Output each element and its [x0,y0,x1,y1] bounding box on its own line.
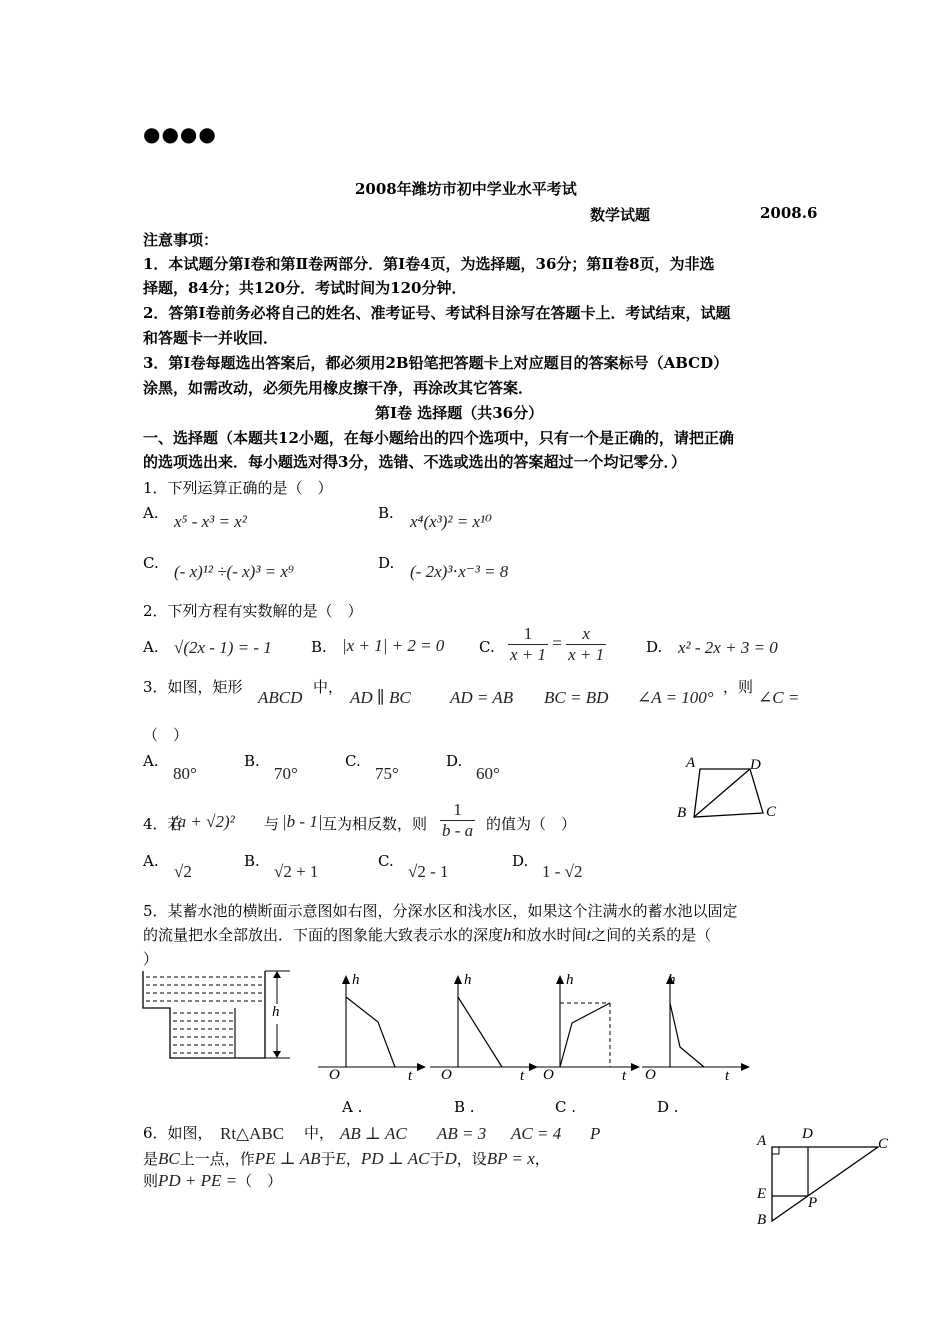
q1-option-c-label: C. [143,554,159,572]
q4-prefix: 4．若 [143,815,183,833]
q6-rt-triangle: Rt△ABC [220,1124,285,1143]
q2-option-b: |x + 1| + 2 = 0 [342,636,445,655]
q3-option-d-label: D. [446,752,463,770]
q6-she: ，设 [456,1150,487,1168]
q4-suffix: 的值为（ ） [486,815,577,833]
q4-option-b-label: B. [244,852,260,870]
q6-line-2a: 是 [143,1150,159,1168]
q3-option-c-label: C. [345,752,361,770]
q3-option-d: 60° [476,764,500,783]
q4-mid: 互为相反数，则 [322,815,428,833]
q1-option-b-label: B. [378,504,394,522]
q2-c-num2: x [566,624,606,645]
q2-c-den1: x + 1 [510,645,547,664]
q6-cond-1: AB ⊥ AC [340,1124,407,1143]
q5-graph-d-t: t [725,1068,730,1084]
q5-line-2c: 之间的关系的是（ [591,926,712,944]
exam-date: 2008.6 [760,204,818,222]
q2-option-d-label: D. [646,638,663,656]
q6-zhong: 中， [304,1124,335,1142]
q2-option-a-label: A. [143,638,159,656]
q6-e: E [335,1149,346,1168]
q5-graph-c [532,975,642,1080]
q5-graph-a [318,975,428,1080]
q4-option-d: 1 - √2 [542,862,583,881]
q6-fig-label-e: E [757,1186,767,1202]
q6-line-2b: 上一点，作 [179,1150,255,1168]
q6-p: P [590,1124,601,1143]
q6-paren: （ ） [237,1172,283,1190]
q6-prefix: 6．如图， [143,1124,213,1142]
logo-dots: ●●●● [143,122,217,146]
q2-stem: 2．下列方程有实数解的是（ ） [143,602,363,620]
q1-option-c: (- x)¹² ÷(- x)³ = x⁹ [174,562,294,581]
notice-item-2: 2．答第Ⅰ卷前务必将自己的姓名、准考证号、考试科目涂写在答题卡上．考试结束，试题 [143,304,731,322]
notice-item-3-cont: 涂黑，如需改动，必须先用橡皮擦干净，再涂改其它答案． [143,379,534,397]
q3-option-a-label: A. [143,752,159,770]
q4-expr-1: (a + √2)² [172,812,235,831]
q6-bp: BP = x [486,1149,535,1168]
q6-pd: PD ⊥ AC [360,1149,430,1168]
q5-line-3: ） [143,950,159,968]
q2-c-eq: = [552,633,562,653]
q5-pool-h-label: h [272,1004,280,1020]
section-intro: 一、选择题（本题共12小题，在每小题给出的四个选项中，只有一个是正确的，请把正确 [143,429,734,447]
q3-cond-1: AD ∥ BC [350,688,411,707]
q5-graph-d-o: O [645,1067,656,1083]
section-intro-cont: 的选项选出来．每小题选对得3分，选错、不选或选出的答案超过一个均记零分．） [143,453,686,471]
q6-yu-2: 于 [429,1150,445,1168]
q3-ask: ∠C = [758,688,800,707]
q1-option-b: x⁴(x³)² = x¹⁰ [410,512,492,531]
q6-yu-1: 于 [320,1150,336,1168]
q5-graph-a-o: O [329,1067,340,1083]
q3-then: ，则 [723,678,754,696]
q3-option-b: 70° [274,764,298,783]
q4-frac-num: 1 [440,800,475,821]
q2-option-a: √(2x - 1) = - 1 [174,638,272,657]
q5-caption-c: C . [555,1098,577,1116]
q5-caption-d: D . [657,1098,679,1116]
q1-option-d: (- 2x)³⋅x⁻³ = 8 [410,562,509,581]
q4-frac-den: b - a [442,821,474,840]
q3-zhong: 中， [313,678,344,696]
q3-option-a: 80° [173,764,197,783]
q4-fraction [440,800,475,841]
q1-option-a: x⁵ - x³ = x² [174,512,247,531]
q2-option-d: x² - 2x + 3 = 0 [678,638,778,657]
q6-bc: BC [158,1149,180,1168]
q3-cond-4: ∠A = 100° [637,688,714,707]
q6-fig-label-d: D [802,1126,813,1142]
notice-item-1: 1．本试题分第Ⅰ卷和第Ⅱ卷两部分．第Ⅰ卷4页，为选择题，36分；第Ⅱ卷8页，为非选 [143,255,715,273]
notice-item-2-cont: 和答题卡一并收回． [143,329,279,347]
q1-option-d-label: D. [378,554,395,572]
q5-graph-d-h: h [668,972,676,988]
subject-title: 数学试题 [590,206,651,224]
q3-abcd: ABCD [258,688,303,707]
q3-stem-prefix: 3．如图，矩形 [143,678,243,696]
q6-fig-label-b: B [757,1212,767,1228]
q6-triangle-figure [760,1135,890,1235]
q5-graph-b-h: h [464,972,472,988]
q3-cond-3: BC = BD [544,688,609,707]
q1-option-a-label: A. [143,504,159,522]
q5-graph-b-t: t [520,1068,525,1084]
q3-option-b-label: B. [244,752,260,770]
q5-graph-b-o: O [441,1067,452,1083]
q5-caption-a: A . [342,1098,363,1116]
q5-h: h [503,925,512,944]
q3-fig-label-d: D [750,757,761,773]
q5-line-2a: 的流量把水全部放出．下面的图象能大致表示水的深度 [143,926,504,944]
notice-heading: 注意事项： [143,231,219,249]
q3-fig-label-b: B [677,805,687,821]
q6-ze: 则 [143,1172,159,1190]
q5-graph-a-h: h [352,972,360,988]
q5-graph-c-o: O [543,1067,554,1083]
q6-d: D [444,1149,457,1168]
q5-t: t [586,925,592,944]
q5-line-1: 5．某蓄水池的横断面示意图如右图，分深水区和浅水区，如果这个注满水的蓄水池以固定 [143,902,738,920]
q2-option-c-label: C. [479,638,495,656]
q5-graph-d [642,975,752,1080]
q6-pe: PE ⊥ AB [254,1149,321,1168]
exam-title: 2008年潍坊市初中学业水平考试 [355,180,577,198]
q2-option-b-label: B. [311,638,327,656]
q6-line-2: 是BC上一点，作PE ⊥ AB于E，PD ⊥ AC于D，设BP = x， [143,1149,550,1168]
q5-graph-a-t: t [408,1068,413,1084]
q3-cond-2: AD = AB [450,688,514,707]
q1-stem: 1．下列运算正确的是（ ） [143,479,333,497]
q5-caption-b: B . [454,1098,475,1116]
q2-c-den2: x + 1 [568,645,605,664]
q6-fig-label-a: A [757,1133,767,1149]
section-title: 第Ⅰ卷 选择题（共36分） [375,404,544,422]
q5-graph-b [430,975,540,1080]
q6-line-3 [143,1170,282,1191]
q4-option-a: √2 [174,862,192,881]
q5-line-2 [143,924,711,945]
q2-c-num1: 1 [508,624,548,645]
q2-option-c [508,624,606,665]
q4-option-d-label: D. [512,852,529,870]
q4-option-c: √2 - 1 [408,862,449,881]
q4-expr-2: |b - 1| [282,812,323,831]
q6-cond-2: AB = 3 [437,1124,487,1143]
q5-graph-c-t: t [622,1068,627,1084]
q4-option-a-label: A. [143,852,159,870]
q4-option-c-label: C. [378,852,394,870]
q6-fig-label-c: C [878,1136,889,1152]
q3-paren: （ ） [143,726,189,744]
q5-graph-c-h: h [566,972,574,988]
notice-item-3: 3．第Ⅰ卷每题选出答案后，都必须用2B铅笔把答题卡上对应题目的答案标号（ABCD） [143,354,729,372]
q3-fig-label-a: A [686,755,696,771]
q6-sum: PD + PE = [158,1171,238,1190]
q6-fig-label-p: P [808,1195,818,1211]
notice-item-1-cont: 择题，84分；共120分．考试时间为120分钟． [143,279,467,297]
q4-yu: 与 [264,815,280,833]
q3-fig-label-c: C [766,804,777,820]
q6-cond-3: AC = 4 [511,1124,562,1143]
q4-option-b: √2 + 1 [274,862,319,881]
q5-line-2b: 和放水时间 [511,926,587,944]
q3-option-c: 75° [375,764,399,783]
